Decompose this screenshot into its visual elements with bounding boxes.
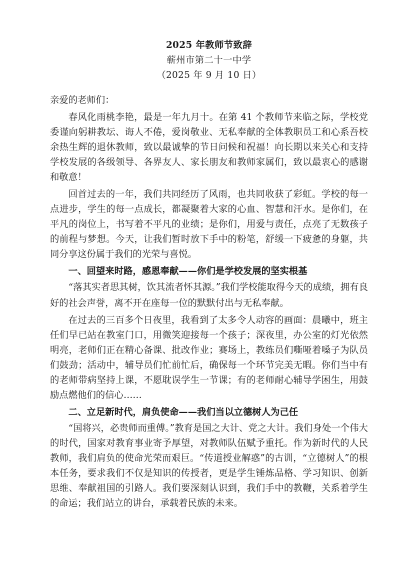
review-paragraph: 回首过去的一年，我们共同经历了风雨，也共同收获了彩虹。学校的每一点进步，学生的每一点成长，都凝聚着大家的心血、智慧和汗水。是你们，在平凡的岗位上，书写着不平凡的业绩；是你们，用爱与责任，点亮了无数孩子的前程与梦想。今天，让我们暂时放下手中的粉笔，舒缓一下疲惫的身躯，共同分享这份属于我们的光荣与喜悦。 xyxy=(50,189,368,261)
document-page xyxy=(50,38,368,513)
intro-paragraph: 春风化雨桃李艳，最是一年九月十。在第 41 个教师节来临之际，学校党委谨向躬耕教坛、诲人不倦，爱岗敬业、无私奉献的全体教职员工和心系吾校余热生辉的退休教师，致以最诚挚的节日问候和祝福！向长期以来关心和支持学校发展的各级领导、各界友人、家长朋友和教师家属们，致以最衷心的感谢和敬意！ xyxy=(50,112,368,184)
section-heading: 二、立足新时代，肩负使命——我们当以立德树人为己任 xyxy=(68,406,299,418)
section-paragraph: “国将兴，必贵师而重傅。”教育是国之大计、党之大计。我们身处一个伟大的时代，国家对教育事业寄予厚望，对教师队伍赋予重托。作为新时代的人民教师，我们肩负的使命光荣而艰巨。“传道授业解惑”的古训，“立德树人”的根本任务，要求我们不仅是知识的传授者，更是学生锤炼品格、学习知识、创新思维、奉献祖国的引路人。我们要深刻认识到，我们手中的教鞭，关系着学生的命运；我们站立的讲台，承载着民族的未来。 xyxy=(50,422,368,510)
document-title: 2025 年教师节致辞 xyxy=(165,40,253,51)
greeting: 亲爱的老师们： xyxy=(50,95,115,106)
section-heading: 一、回望来时路，感恩奉献——你们是学校发展的坚实根基 xyxy=(68,266,308,278)
section-paragraph: “落其实者思其树，饮其流者怀其源。”我们学校能取得今天的成绩，拥有良好的社会声誉，离不开在座每一位的默默付出与无私奉献。 xyxy=(50,282,368,309)
speech-date: （2025 年 9 月 10 日） xyxy=(156,70,262,81)
section-paragraph: 在过去的三百多个日夜里，我看到了太多令人动容的画面：晨曦中，班主任们早已站在教室门口，用微笑迎接每一个孩子；深夜里，办公室的灯光依然明亮，老师们正在精心备课、批改作业；赛场上，教练员们嘶哑着嗓子为队员们鼓劲；活动中，辅导员们忙前忙后，确保每一个环节完美无暇。你们当中有的老师带病坚持上课，不愿耽误学生一节课；有的老师耐心辅导学困生，用鼓励点燃他们的信心…… xyxy=(50,314,368,401)
school-name: 蕲州市第二十一中学 xyxy=(166,55,252,66)
